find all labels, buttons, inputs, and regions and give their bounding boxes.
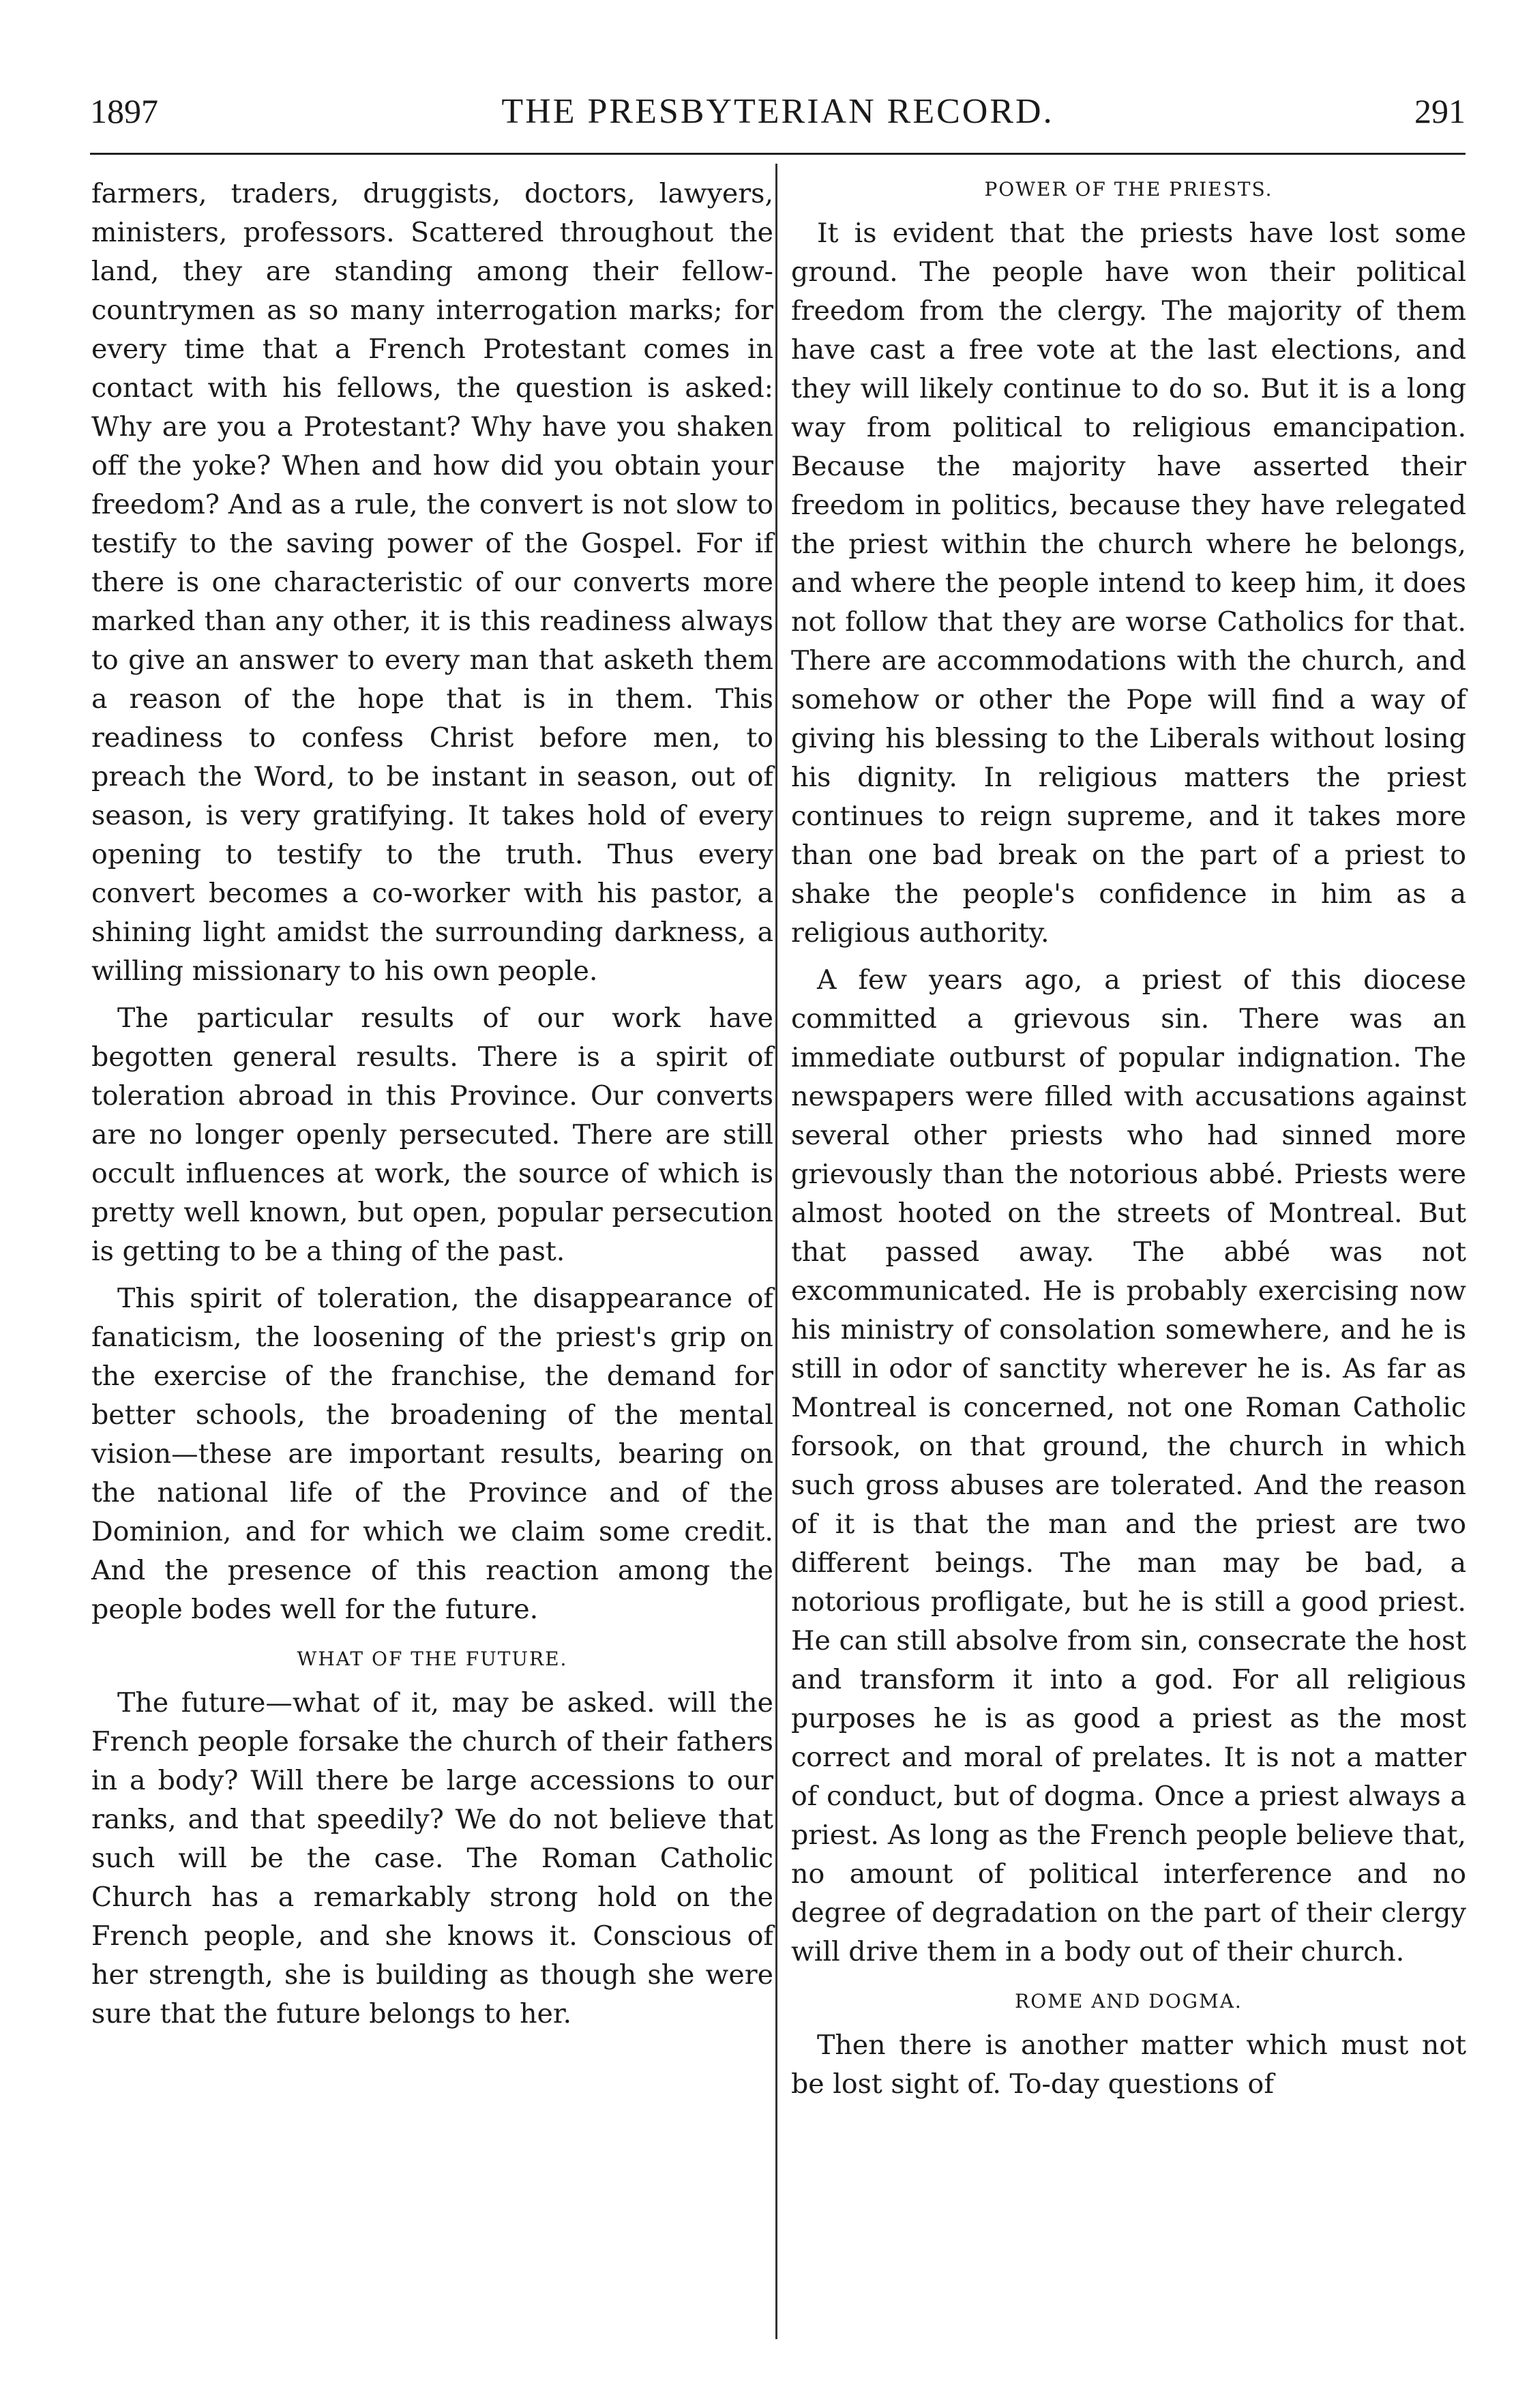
column-divider: [775, 164, 777, 2339]
page-number: 291: [1414, 92, 1466, 130]
left-paragraph-1: farmers, traders, druggists, doctors, lawyers, ministers, professors. Scattered throughout the land, they are standing among their fellow-countrymen as so many interrogation marks; for every time that a French Protestant comes in contact with his fellows, the question is asked: Why are you a Protestant? Why have you shaken off the yoke? When and how did you obtain your freedom? And as a rule, the convert is not slow to testify to the saving power of the Gospel. For if there is one characteristic of our converts more marked than any other, it is this readiness always to give an answer to every man that asketh them a reason of the hope that is in them. This readiness to confess Christ before men, to preach the Word, to be instant in season, out of season, is very gratifying. It takes hold of every opening to testify to the truth. Thus every convert becomes a co-worker with his pastor, a shining light amidst the surrounding darkness, a willing missionary to his own people.: [91, 178, 773, 987]
header-rule: [90, 153, 1466, 155]
section-heading-priests: POWER OF THE PRIESTS.: [984, 178, 1273, 200]
left-paragraph-4: The future—what of it, may be asked. will the French people forsake the church of their fathers in a body? Will there be large accessions to our ranks, and that speedily? We do not believe that such will be the case. The Roman Catholic Church has a remarkably strong hold on the French people, and she knows it. Conscious of her strength, she is building as though she were sure that the future belongs to her.: [91, 1687, 773, 2030]
right-paragraph-2: A few years ago, a priest of this diocese committed a grievous sin. There was an immediate outburst of popular indignation. The newspapers were filled with accusations against several other priests who had sinned more grievously than the notorious abbé. Priests were almost hooted on the streets of Montreal. But that passed away. The abbé was not excommunicated. He is probably exercising now his ministry of consolation somewhere, and he is still in odor of sanctity wherever he is. As far as Montreal is concerned, not one Roman Catholic forsook, on that ground, the church in which such gross abuses are tolerated. And the reason of it is that the man and the priest are two different beings. The man may be bad, a notorious profligate, but he is still a good priest. He can still absolve from sin, consecrate the host and transform it into a god. For all religious purposes he is as good a priest as the most correct and moral of prelates. It is not a matter of conduct, but of dogma. Once a priest always a priest. As long as the French people believe that, no amount of political interference and no degree of degradation on the part of their clergy will drive them in a body out of their church.: [791, 964, 1466, 1967]
left-paragraph-3: This spirit of toleration, the disappearance of fanaticism, the loosening of the priest's grip on the exercise of the franchise, the demand for better schools, the broadening of the mental vision—these are important results, bearing on the national life of the Province and of the Dominion, and for which we claim some credit. And the presence of this reaction among the people bodes well for the future.: [91, 1283, 773, 1625]
header-title: THE PRESBYTERIAN RECORD.: [501, 92, 1054, 131]
running-head: [90, 91, 1466, 146]
right-column: [791, 175, 1466, 2112]
left-column: [91, 175, 773, 2042]
header-year: 1897: [90, 92, 158, 130]
right-paragraph-3: Then there is another matter which must not be lost sight of. To-day questions of: [791, 2030, 1466, 2100]
section-heading-rome: ROME AND DOGMA.: [1015, 1990, 1243, 2012]
left-paragraph-2: The particular results of our work have begotten general results. There is a spirit of toleration abroad in this Province. Our converts are no longer openly persecuted. There are still occult influences at work, the source of which is pretty well known, but open, popular persecution is getting to be a thing of the past.: [91, 1002, 773, 1267]
section-heading-future: WHAT OF THE FUTURE.: [297, 1648, 568, 1670]
right-paragraph-1: It is evident that the priests have lost some ground. The people have won their political freedom from the clergy. The majority of them have cast a free vote at the last elections, and they will likely continue to do so. But it is a long way from political to religious emancipation. Because the majority have asserted their freedom in politics, because they have relegated the priest within the church where he belongs, and where the people intend to keep him, it does not follow that they are worse Catholics for that. There are accommodations with the church, and somehow or other the Pope will find a way of giving his blessing to the Liberals without losing his dignity. In religious matters the priest continues to reign supreme, and it takes more than one bad break on the part of a priest to shake the people's confidence in him as a religious authority.: [791, 218, 1466, 949]
